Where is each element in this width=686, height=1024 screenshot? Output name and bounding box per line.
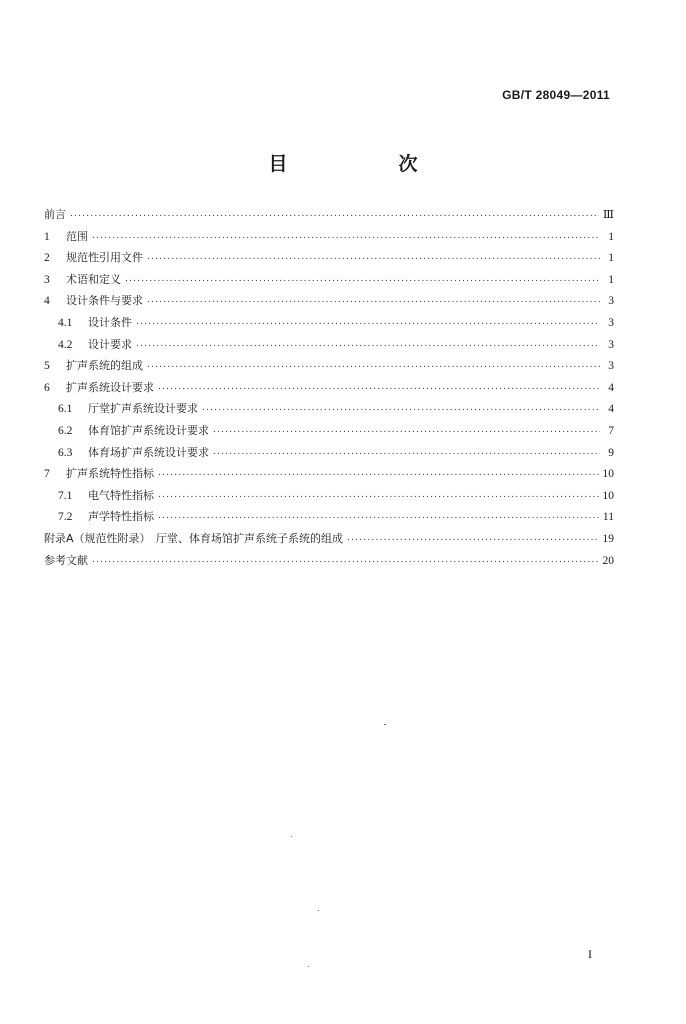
toc-entry-page: 1 xyxy=(608,252,614,265)
toc-entry xyxy=(44,206,614,228)
toc-entry xyxy=(44,292,614,314)
toc-entry-label: 设计条件与要求 xyxy=(66,294,143,308)
toc-entry-page: 3 xyxy=(608,295,614,308)
toc-dot-leader xyxy=(213,425,600,435)
toc-entry-label: 附录A（规范性附录） 厅堂、体育场馆扩声系统子系统的组成 xyxy=(44,531,344,545)
toc-entry-page: 10 xyxy=(602,468,614,481)
toc-entry-page: 20 xyxy=(602,554,614,567)
toc-entry-label: 参考文献 xyxy=(44,553,88,567)
toc-dot-leader xyxy=(147,252,600,262)
toc-entry-label: 规范性引用文件 xyxy=(66,251,143,265)
toc-entry-page: 3 xyxy=(608,316,614,329)
toc-entry-page: 9 xyxy=(608,446,614,459)
toc-entry xyxy=(44,552,614,574)
toc-entry-number: 6 xyxy=(44,381,50,394)
toc-subentry xyxy=(44,444,614,466)
toc-subentry xyxy=(44,400,614,422)
toc-dot-leader xyxy=(136,317,600,327)
toc-entry-page: 1 xyxy=(608,273,614,286)
toc-dot-leader xyxy=(147,360,600,370)
scan-speck xyxy=(291,836,292,837)
toc-dot-leader xyxy=(158,468,599,478)
toc-entry-label: 扩声系统设计要求 xyxy=(66,380,154,394)
toc-entry xyxy=(44,530,614,552)
toc-entry-page: 11 xyxy=(602,511,614,524)
toc-dot-leader xyxy=(125,274,600,284)
toc-entry xyxy=(44,379,614,401)
toc-entry-label: 术语和定义 xyxy=(66,272,121,286)
toc-dot-leader xyxy=(202,403,600,413)
toc-subentry xyxy=(44,508,614,530)
toc-entry-page: 3 xyxy=(608,360,614,373)
toc-dot-leader xyxy=(347,533,598,543)
toc-entry-number: 7.2 xyxy=(58,511,73,524)
scan-speck xyxy=(308,966,309,967)
toc-entry-number: 2 xyxy=(44,252,50,265)
toc-entry-label: 体育场扩声系统设计要求 xyxy=(88,445,209,459)
toc-entry xyxy=(44,249,614,271)
toc-entry-label: 声学特性指标 xyxy=(88,510,154,524)
toc-entry-page: 10 xyxy=(602,489,614,502)
toc-subentry xyxy=(44,422,614,444)
toc-entry-number: 5 xyxy=(44,360,50,373)
toc-dot-leader xyxy=(70,209,599,219)
toc-entry-number: 4.1 xyxy=(58,316,73,329)
toc-entry xyxy=(44,465,614,487)
toc-entry-number: 7 xyxy=(44,468,50,481)
toc-entry-page: 3 xyxy=(608,338,614,351)
toc-subentry xyxy=(44,487,614,509)
page-title: 目 次 xyxy=(268,153,464,175)
toc-entry-number: 6.3 xyxy=(58,446,73,459)
toc-entry-number: 4 xyxy=(44,295,50,308)
toc-dot-leader xyxy=(92,231,600,241)
toc-entry-label: 设计要求 xyxy=(88,337,132,351)
table-of-contents xyxy=(44,206,614,573)
toc-dot-leader xyxy=(92,555,599,565)
toc-entry-label: 扩声系统的组成 xyxy=(66,359,143,373)
toc-entry-page: 7 xyxy=(608,424,614,437)
toc-entry-page: 4 xyxy=(608,403,614,416)
toc-dot-leader xyxy=(158,511,599,521)
toc-subentry xyxy=(44,336,614,358)
toc-entry-number: 6.1 xyxy=(58,403,73,416)
scan-speck xyxy=(384,724,386,725)
toc-dot-leader xyxy=(158,382,600,392)
toc-entry xyxy=(44,271,614,293)
toc-subentry xyxy=(44,314,614,336)
toc-entry-label: 扩声系统特性指标 xyxy=(66,467,154,481)
toc-entry-number: 7.1 xyxy=(58,489,73,502)
scan-speck xyxy=(318,910,319,911)
toc-entry xyxy=(44,228,614,250)
standard-code: GB/T 28049—2011 xyxy=(502,88,610,102)
toc-entry-label: 电气特性指标 xyxy=(88,488,154,502)
toc-dot-leader xyxy=(213,447,600,457)
toc-entry-label: 设计条件 xyxy=(88,315,132,329)
page-number: I xyxy=(588,947,592,961)
toc-entry xyxy=(44,357,614,379)
toc-entry-number: 3 xyxy=(44,273,50,286)
toc-dot-leader xyxy=(136,339,600,349)
toc-entry-page: 4 xyxy=(608,381,614,394)
toc-dot-leader xyxy=(147,295,600,305)
toc-entry-number: 6.2 xyxy=(58,424,73,437)
toc-entry-page: 1 xyxy=(608,230,614,243)
toc-entry-page: Ⅲ xyxy=(602,209,614,221)
toc-entry-label: 前言 xyxy=(44,208,66,221)
toc-dot-leader xyxy=(158,490,599,500)
toc-entry-label: 体育馆扩声系统设计要求 xyxy=(88,423,209,437)
toc-entry-number: 4.2 xyxy=(58,338,73,351)
toc-entry-label: 厅堂扩声系统设计要求 xyxy=(88,402,198,416)
toc-entry-label: 范围 xyxy=(66,229,88,243)
toc-entry-page: 19 xyxy=(602,532,614,545)
toc-entry-number: 1 xyxy=(44,230,50,243)
